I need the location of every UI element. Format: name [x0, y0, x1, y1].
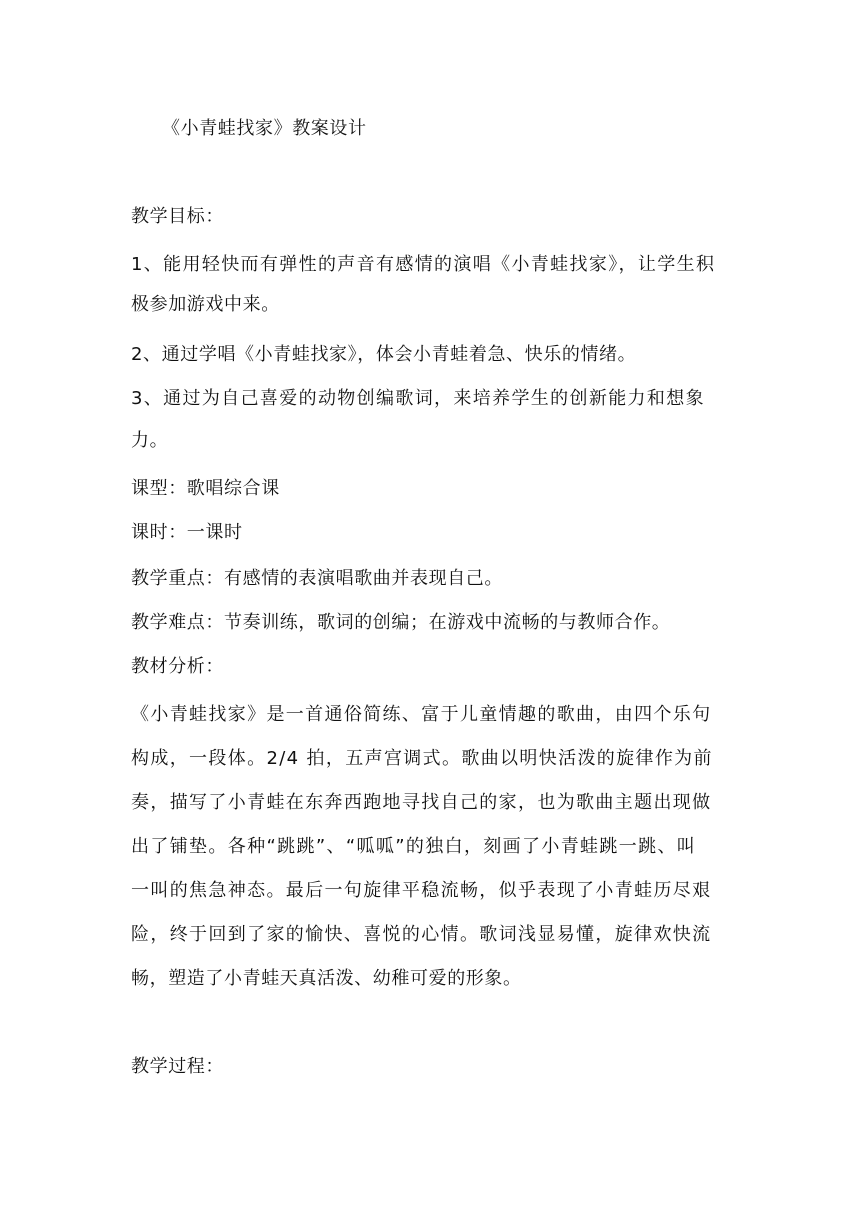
key-point: 教学重点：有感情的表演唱歌曲并表现自己。 [131, 568, 503, 589]
analysis-line: 险，终于回到了家的愉快、喜悦的心情。歌词浅显易懂，旋律欢快流 [131, 924, 712, 945]
analysis-line: 一叫的焦急神态。最后一句旋律平稳流畅，似乎表现了小青蛙历尽艰 [131, 880, 712, 901]
analysis-line: 奏，描写了小青蛙在东奔西跑地寻找自己的家，也为歌曲主题出现做 [131, 792, 712, 813]
objective-1-line-1: 1、能用轻快而有弹性的声音有感情的演唱《小青蛙找家》，让学生积 [131, 254, 716, 275]
process-heading: 教学过程： [131, 1056, 224, 1077]
lesson-type: 课型：歌唱综合课 [131, 478, 280, 499]
analysis-heading: 教材分析： [131, 656, 224, 677]
difficulty: 教学难点：节奏训练，歌词的创编；在游戏中流畅的与教师合作。 [131, 612, 671, 633]
analysis-line: 《小青蛙找家》是一首通俗简练、富于儿童情趣的歌曲，由四个乐句 [131, 704, 712, 725]
analysis-line: 构成，一段体。2/4 拍，五声宫调式。歌曲以明快活泼的旋律作为前 [131, 748, 713, 769]
objective-2: 2、通过学唱《小青蛙找家》，体会小青蛙着急、快乐的情绪。 [131, 344, 637, 365]
objective-1-line-2: 极参加游戏中来。 [131, 294, 280, 315]
analysis-line: 出了铺垫。各种“跳跳”、“呱呱”的独白，刻画了小青蛙跳一跳、叫 [131, 836, 697, 857]
objective-3-line-2: 力。 [131, 430, 169, 451]
document-title: 《小青蛙找家》教案设计 [162, 118, 367, 139]
objectives-heading: 教学目标： [131, 206, 224, 227]
lesson-hours: 课时：一课时 [131, 522, 243, 543]
objective-3-line-1: 3、通过为自己喜爱的动物创编歌词，来培养学生的创新能力和想象 [131, 388, 705, 409]
analysis-line: 畅，塑造了小青蛙天真活泼、幼稚可爱的形象。 [131, 968, 522, 989]
